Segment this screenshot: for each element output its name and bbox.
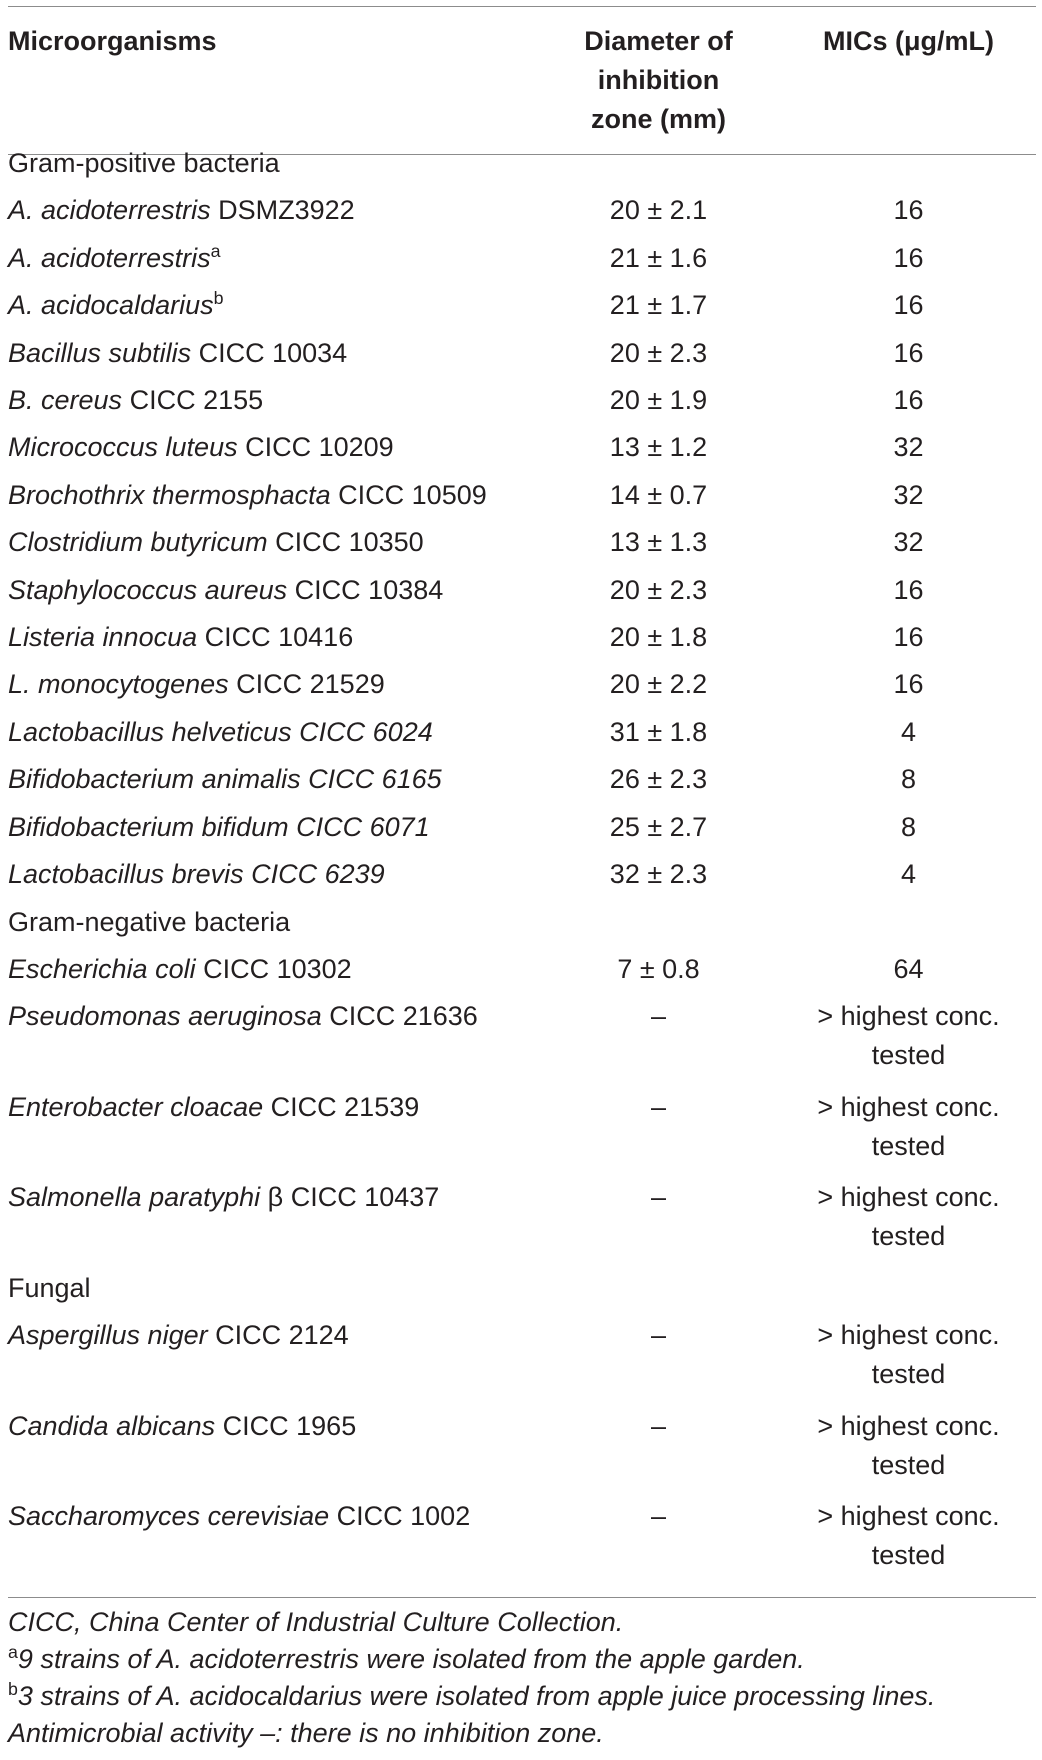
table-row bbox=[8, 993, 1036, 1084]
species-name: Bacillus subtilis bbox=[8, 337, 192, 368]
footnote-activity: Antimicrobial activity –: there is no inhibition zone. bbox=[8, 1718, 604, 1748]
diameter-cell: 21 ± 1.7 bbox=[609, 290, 708, 321]
antimicrobial-table bbox=[8, 8, 1036, 1584]
table-row bbox=[8, 282, 1036, 329]
diameter-cell: 20 ± 2.2 bbox=[609, 669, 708, 700]
footnote-a bbox=[8, 1641, 1036, 1678]
strain-id: CICC 10034 bbox=[191, 337, 348, 368]
footnote-b-text: 3 strains of A. acidocaldarius were isolated from apple juice processing lines. bbox=[17, 1681, 936, 1711]
mic-cell bbox=[781, 993, 1036, 1084]
species-name: Candida albicans bbox=[8, 1410, 216, 1441]
strain-id: CICC 10209 bbox=[237, 432, 394, 463]
diameter-cell: – bbox=[650, 1501, 667, 1532]
table-footnotes bbox=[8, 1604, 1036, 1752]
species-name: Salmonella paratyphi bbox=[8, 1182, 261, 1213]
table-row bbox=[8, 424, 1036, 471]
table-row bbox=[8, 1403, 1036, 1494]
microorganism-cell bbox=[8, 756, 536, 803]
section-title: Gram-negative bacteria bbox=[8, 906, 291, 937]
mic-cell: 16 bbox=[893, 385, 924, 416]
strain-id: CICC 2155 bbox=[122, 385, 264, 416]
microorganism-cell bbox=[8, 567, 536, 614]
diameter-cell: 20 ± 2.3 bbox=[609, 574, 708, 605]
species-name: B. cereus bbox=[8, 385, 123, 416]
strain-id: CICC 1965 bbox=[215, 1410, 357, 1441]
species-name: Escherichia coli bbox=[8, 953, 196, 984]
mic-cell: 16 bbox=[893, 337, 924, 368]
table-row bbox=[8, 235, 1036, 282]
diameter-cell: 25 ± 2.7 bbox=[609, 811, 708, 842]
table-row bbox=[8, 614, 1036, 661]
top-rule bbox=[8, 6, 1036, 7]
diameter-cell: 20 ± 2.1 bbox=[609, 195, 708, 226]
microorganism-cell bbox=[8, 1312, 536, 1403]
mic-cell: 16 bbox=[893, 574, 924, 605]
microorganism-cell bbox=[8, 519, 536, 566]
species-name: Staphylococcus aureus bbox=[8, 574, 288, 605]
species-name: Listeria innocua bbox=[8, 622, 198, 653]
species-name: Clostridium butyricum bbox=[8, 527, 268, 558]
table-row bbox=[8, 187, 1036, 234]
mic-cell: 4 bbox=[900, 716, 917, 747]
header-microorganisms: Microorganisms bbox=[8, 26, 217, 56]
diameter-cell: – bbox=[650, 1320, 667, 1351]
microorganism-cell bbox=[8, 377, 536, 424]
mic-cell: 8 bbox=[900, 764, 917, 795]
microorganism-cell bbox=[8, 946, 536, 993]
footnote-a-mark: a bbox=[8, 1642, 18, 1663]
species-name: Lactobacillus helveticus CICC 6024 bbox=[8, 716, 433, 747]
strain-id: CICC 10384 bbox=[287, 574, 444, 605]
table-row bbox=[8, 756, 1036, 803]
microorganism-cell bbox=[8, 851, 536, 898]
diameter-cell: – bbox=[650, 1091, 667, 1122]
diameter-cell: 7 ± 0.8 bbox=[617, 953, 700, 984]
microorganism-cell bbox=[8, 282, 536, 329]
diameter-cell: 21 ± 1.6 bbox=[609, 242, 708, 273]
species-name: Micrococcus luteus bbox=[8, 432, 238, 463]
footnote-a-text: 9 strains of A. acidoterrestris were isolated from the apple garden. bbox=[17, 1644, 805, 1674]
section-title: Gram-positive bacteria bbox=[8, 148, 280, 178]
species-name: A. acidocaldarius bbox=[8, 290, 214, 321]
species-name: Lactobacillus brevis CICC 6239 bbox=[8, 859, 385, 890]
mic-cell bbox=[781, 1084, 1036, 1175]
strain-id: β CICC 10437 bbox=[260, 1182, 440, 1213]
strain-id: CICC 21529 bbox=[228, 669, 385, 700]
mic-cell: 16 bbox=[893, 622, 924, 653]
microorganism-cell bbox=[8, 661, 536, 708]
table-row bbox=[8, 661, 1036, 708]
mic-value: > highest conc. tested bbox=[817, 1320, 1000, 1390]
microorganism-cell bbox=[8, 472, 536, 519]
mic-cell bbox=[781, 1312, 1036, 1403]
mic-value: > highest conc. tested bbox=[817, 1182, 1000, 1252]
header-mics: MICs (μg/mL) bbox=[822, 26, 994, 56]
species-name: A. acidoterrestris bbox=[8, 195, 211, 226]
mic-value: > highest conc. tested bbox=[817, 1501, 1000, 1571]
strain-id: CICC 21636 bbox=[321, 1001, 478, 1032]
header-diameter-text: Diameter of inhibition zone (mm) bbox=[584, 26, 733, 134]
mic-cell: 16 bbox=[893, 669, 924, 700]
microorganism-cell bbox=[8, 1084, 536, 1175]
diameter-cell: – bbox=[650, 1182, 667, 1213]
table-row bbox=[8, 330, 1036, 377]
strain-id: CICC 10509 bbox=[330, 479, 487, 510]
diameter-cell: 32 ± 2.3 bbox=[609, 859, 708, 890]
section-row bbox=[8, 140, 1036, 187]
mic-value: > highest conc. tested bbox=[817, 1091, 1000, 1161]
microorganism-cell bbox=[8, 1174, 536, 1265]
table-row bbox=[8, 709, 1036, 756]
footnote-b bbox=[8, 1678, 1036, 1715]
diameter-cell: 20 ± 2.3 bbox=[609, 337, 708, 368]
section-row bbox=[8, 899, 1036, 946]
microorganism-cell bbox=[8, 235, 536, 282]
mic-value: > highest conc. tested bbox=[817, 1410, 1000, 1480]
microorganism-cell bbox=[8, 804, 536, 851]
mic-cell: 32 bbox=[893, 479, 924, 510]
species-name: Bifidobacterium animalis CICC 6165 bbox=[8, 764, 442, 795]
strain-id: CICC 10350 bbox=[267, 527, 424, 558]
mic-cell: 16 bbox=[893, 290, 924, 321]
table-row bbox=[8, 1084, 1036, 1175]
microorganism-cell bbox=[8, 1403, 536, 1494]
microorganism-cell bbox=[8, 187, 536, 234]
diameter-cell: 13 ± 1.3 bbox=[609, 527, 708, 558]
mic-cell: 8 bbox=[900, 811, 917, 842]
footnote-marker: a bbox=[210, 241, 221, 262]
diameter-cell: – bbox=[650, 1410, 667, 1441]
strain-id: CICC 1002 bbox=[329, 1501, 471, 1532]
table-row bbox=[8, 804, 1036, 851]
table-row bbox=[8, 472, 1036, 519]
microorganism-cell bbox=[8, 1493, 536, 1584]
microorganism-cell bbox=[8, 330, 536, 377]
footnote-marker: b bbox=[213, 288, 224, 309]
strain-id: CICC 2124 bbox=[207, 1320, 349, 1351]
table-header bbox=[8, 8, 1036, 140]
table-row bbox=[8, 1174, 1036, 1265]
species-name: Pseudomonas aeruginosa bbox=[8, 1001, 322, 1032]
strain-id: CICC 21539 bbox=[263, 1091, 420, 1122]
diameter-cell: – bbox=[650, 1001, 667, 1032]
footnote-abbrev: CICC, China Center of Industrial Culture Collection. bbox=[8, 1607, 624, 1637]
species-name: Bifidobacterium bifidum CICC 6071 bbox=[8, 811, 430, 842]
microorganism-cell bbox=[8, 993, 536, 1084]
diameter-cell: 20 ± 1.8 bbox=[609, 622, 708, 653]
bottom-rule bbox=[8, 1597, 1036, 1598]
table-row bbox=[8, 377, 1036, 424]
diameter-cell: 20 ± 1.9 bbox=[609, 385, 708, 416]
header-diameter bbox=[536, 8, 781, 140]
mic-cell bbox=[781, 1493, 1036, 1584]
mic-cell bbox=[781, 1403, 1036, 1494]
mic-cell: 64 bbox=[893, 953, 924, 984]
microorganism-cell bbox=[8, 709, 536, 756]
diameter-cell: 26 ± 2.3 bbox=[609, 764, 708, 795]
microorganism-cell bbox=[8, 424, 536, 471]
table-row bbox=[8, 567, 1036, 614]
mic-cell: 32 bbox=[893, 432, 924, 463]
table-row bbox=[8, 519, 1036, 566]
species-name: L. monocytogenes bbox=[8, 669, 229, 700]
microorganism-cell bbox=[8, 614, 536, 661]
table-row bbox=[8, 1493, 1036, 1584]
footnote-b-mark: b bbox=[8, 1679, 18, 1700]
diameter-cell: 14 ± 0.7 bbox=[609, 479, 708, 510]
diameter-cell: 31 ± 1.8 bbox=[609, 716, 708, 747]
section-title: Fungal bbox=[8, 1272, 91, 1303]
diameter-cell: 13 ± 1.2 bbox=[609, 432, 708, 463]
mic-cell: 16 bbox=[893, 242, 924, 273]
species-name: Brochothrix thermosphacta bbox=[8, 479, 331, 510]
strain-id: DSMZ3922 bbox=[210, 195, 355, 226]
species-name: Saccharomyces cerevisiae bbox=[8, 1501, 330, 1532]
table-row bbox=[8, 946, 1036, 993]
species-name: Enterobacter cloacae bbox=[8, 1091, 264, 1122]
mic-cell bbox=[781, 1174, 1036, 1265]
mic-cell: 4 bbox=[900, 859, 917, 890]
species-name: A. acidoterrestris bbox=[8, 242, 211, 273]
strain-id: CICC 10416 bbox=[197, 622, 354, 653]
table-row bbox=[8, 1312, 1036, 1403]
mic-cell: 16 bbox=[893, 195, 924, 226]
section-row bbox=[8, 1265, 1036, 1312]
table-row bbox=[8, 851, 1036, 898]
strain-id: CICC 10302 bbox=[195, 953, 352, 984]
mic-cell: 32 bbox=[893, 527, 924, 558]
table-body bbox=[8, 140, 1036, 1584]
species-name: Aspergillus niger bbox=[8, 1320, 208, 1351]
mic-value: > highest conc. tested bbox=[817, 1001, 1000, 1071]
